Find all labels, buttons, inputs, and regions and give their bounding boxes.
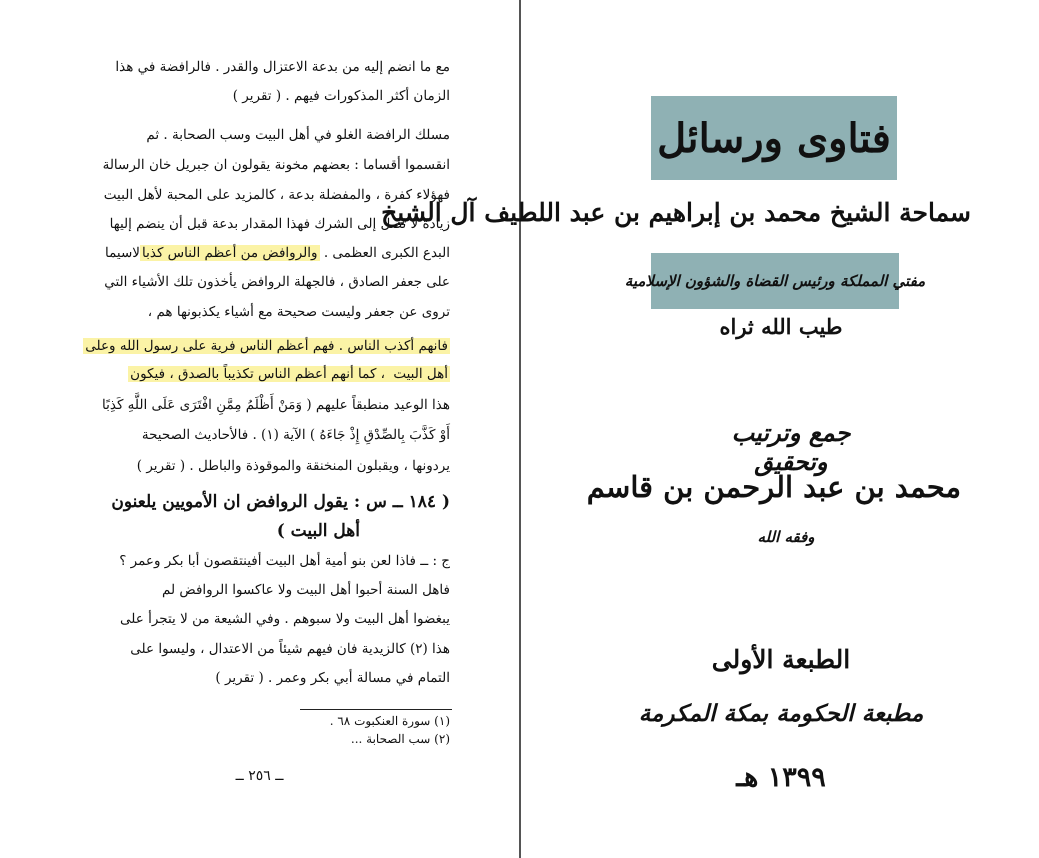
text-line: مسلك الرافضة الغلو في أهل البيت وسب الصحابة . ثم: [146, 127, 450, 143]
book-title: فتاوى ورسائل: [657, 114, 891, 162]
left-page: [0, 0, 519, 858]
compiled-label: جمع وترتيب وتحقيق: [731, 418, 851, 476]
text-line: فهؤلاء كفرة ، والمفضلة بدعة ، كالمزيد على المحبة لأهل البيت: [103, 187, 450, 203]
text-line: انقسموا أقساما : بعضهم مخونة يقولون ان جبريل خان الرسالة: [102, 157, 450, 173]
text-line: تروى عن جعفر وليست صحيحة مع أشياء يكذبونها هم ،: [147, 304, 450, 320]
text-line: يردونها ، ويقبلون المنخنقة والموقوذة والباطل . ( تقرير ): [136, 458, 450, 474]
text-line: مع ما انضم إليه من بدعة الاعتزال والقدر . فالرافضة في هذا: [115, 59, 450, 75]
publication-year: ١٣٩٩ هـ: [736, 762, 826, 793]
blessing: طيب الله ثراه: [719, 314, 843, 339]
compiler-name: محمد بن عبد الرحمن بن قاسم: [586, 470, 961, 504]
answer-line: فاهل السنة أحبوا أهل البيت ولا عاكسوا الروافض لم: [162, 582, 450, 598]
line-tail: لاسيما: [104, 245, 140, 261]
highlight-span: أهل البيت: [393, 366, 448, 382]
text-line: على جعفر الصادق ، فالجهلة الروافض يأخذون تلك الأشياء التي: [104, 274, 450, 290]
answer-line: التمام في مسالة أبي بكر وعمر . ( تقرير ): [215, 670, 450, 686]
footnote: (١) سورة العنكبوت ٦٨ .: [329, 714, 450, 728]
answer-line: هذا (٢) كالزيدية فان فيهم شيئاً من الاعتدال ، وليسوا على: [130, 641, 450, 657]
question-heading: ( ١٨٤ ــ س : يقول الروافض ان الأمويين يلعنون: [111, 492, 450, 512]
author-titles: مفتي المملكة ورئيس القضاة والشؤون الإسلامية: [624, 272, 926, 290]
highlight-span: والروافض من أعظم الناس كذبا: [141, 245, 318, 261]
answer-line: يبغضوا أهل البيت ولا سبوهم . وفي الشيعة من لا يتجرأ على: [120, 611, 450, 627]
text-line: الزمان أكثر المذكورات فيهم . ( تقرير ): [232, 88, 450, 104]
question-heading-cont: أهل البيت ): [276, 521, 360, 541]
compiler-blessing: وفقه الله: [757, 528, 815, 546]
footnote: (٢) سب الصحابة ...: [350, 732, 450, 746]
edition: الطبعة الأولى: [711, 645, 851, 674]
line-start: البدع الكبرى العظمى .: [323, 245, 450, 261]
author-name: سماحة الشيخ محمد بن إبراهيم بن عبد اللطيف آل الشيخ: [381, 198, 971, 227]
text-line-highlighted: [55, 362, 450, 386]
page-number: ــ ٢٥٦ ــ: [235, 768, 284, 784]
text-line-highlighted: [55, 334, 450, 358]
press-name: مطبعة الحكومة بمكة المكرمة: [638, 700, 924, 727]
text-line: زيادة لا تصل إلى الشرك فهذا المقدار بدعة قبل أن ينضم إليها: [109, 216, 450, 232]
title-box: [651, 96, 897, 180]
text-line-highlighted: [55, 241, 450, 265]
text-line: أَوْ كَذَّبَ بِالصِّدْقِ إِذْ جَاءَهُ ) الآية (١) . فالأحاديث الصحيحة: [141, 427, 450, 443]
highlight-span-tail: ، كما أنهم أعظم الناس تكذيباً بالصدق ، فيكون: [130, 366, 390, 382]
subtitle-box: [624, 253, 926, 309]
highlight-span: فانهم أكذب الناس . فهم أعظم الناس فرية على رسول الله وعلى: [85, 338, 448, 354]
footnote-divider: [300, 709, 452, 710]
text-line: هذا الوعيد منطبقاً عليهم ( وَمَنْ أَظْلَمُ مِمَّنِ افْتَرَى عَلَى اللَّهِ كَذِبًا: [102, 397, 450, 413]
answer-line: ج : ــ فاذا لعن بنو أمية أهل البيت أفينتقصون أبا بكر وعمر ؟: [119, 553, 450, 569]
